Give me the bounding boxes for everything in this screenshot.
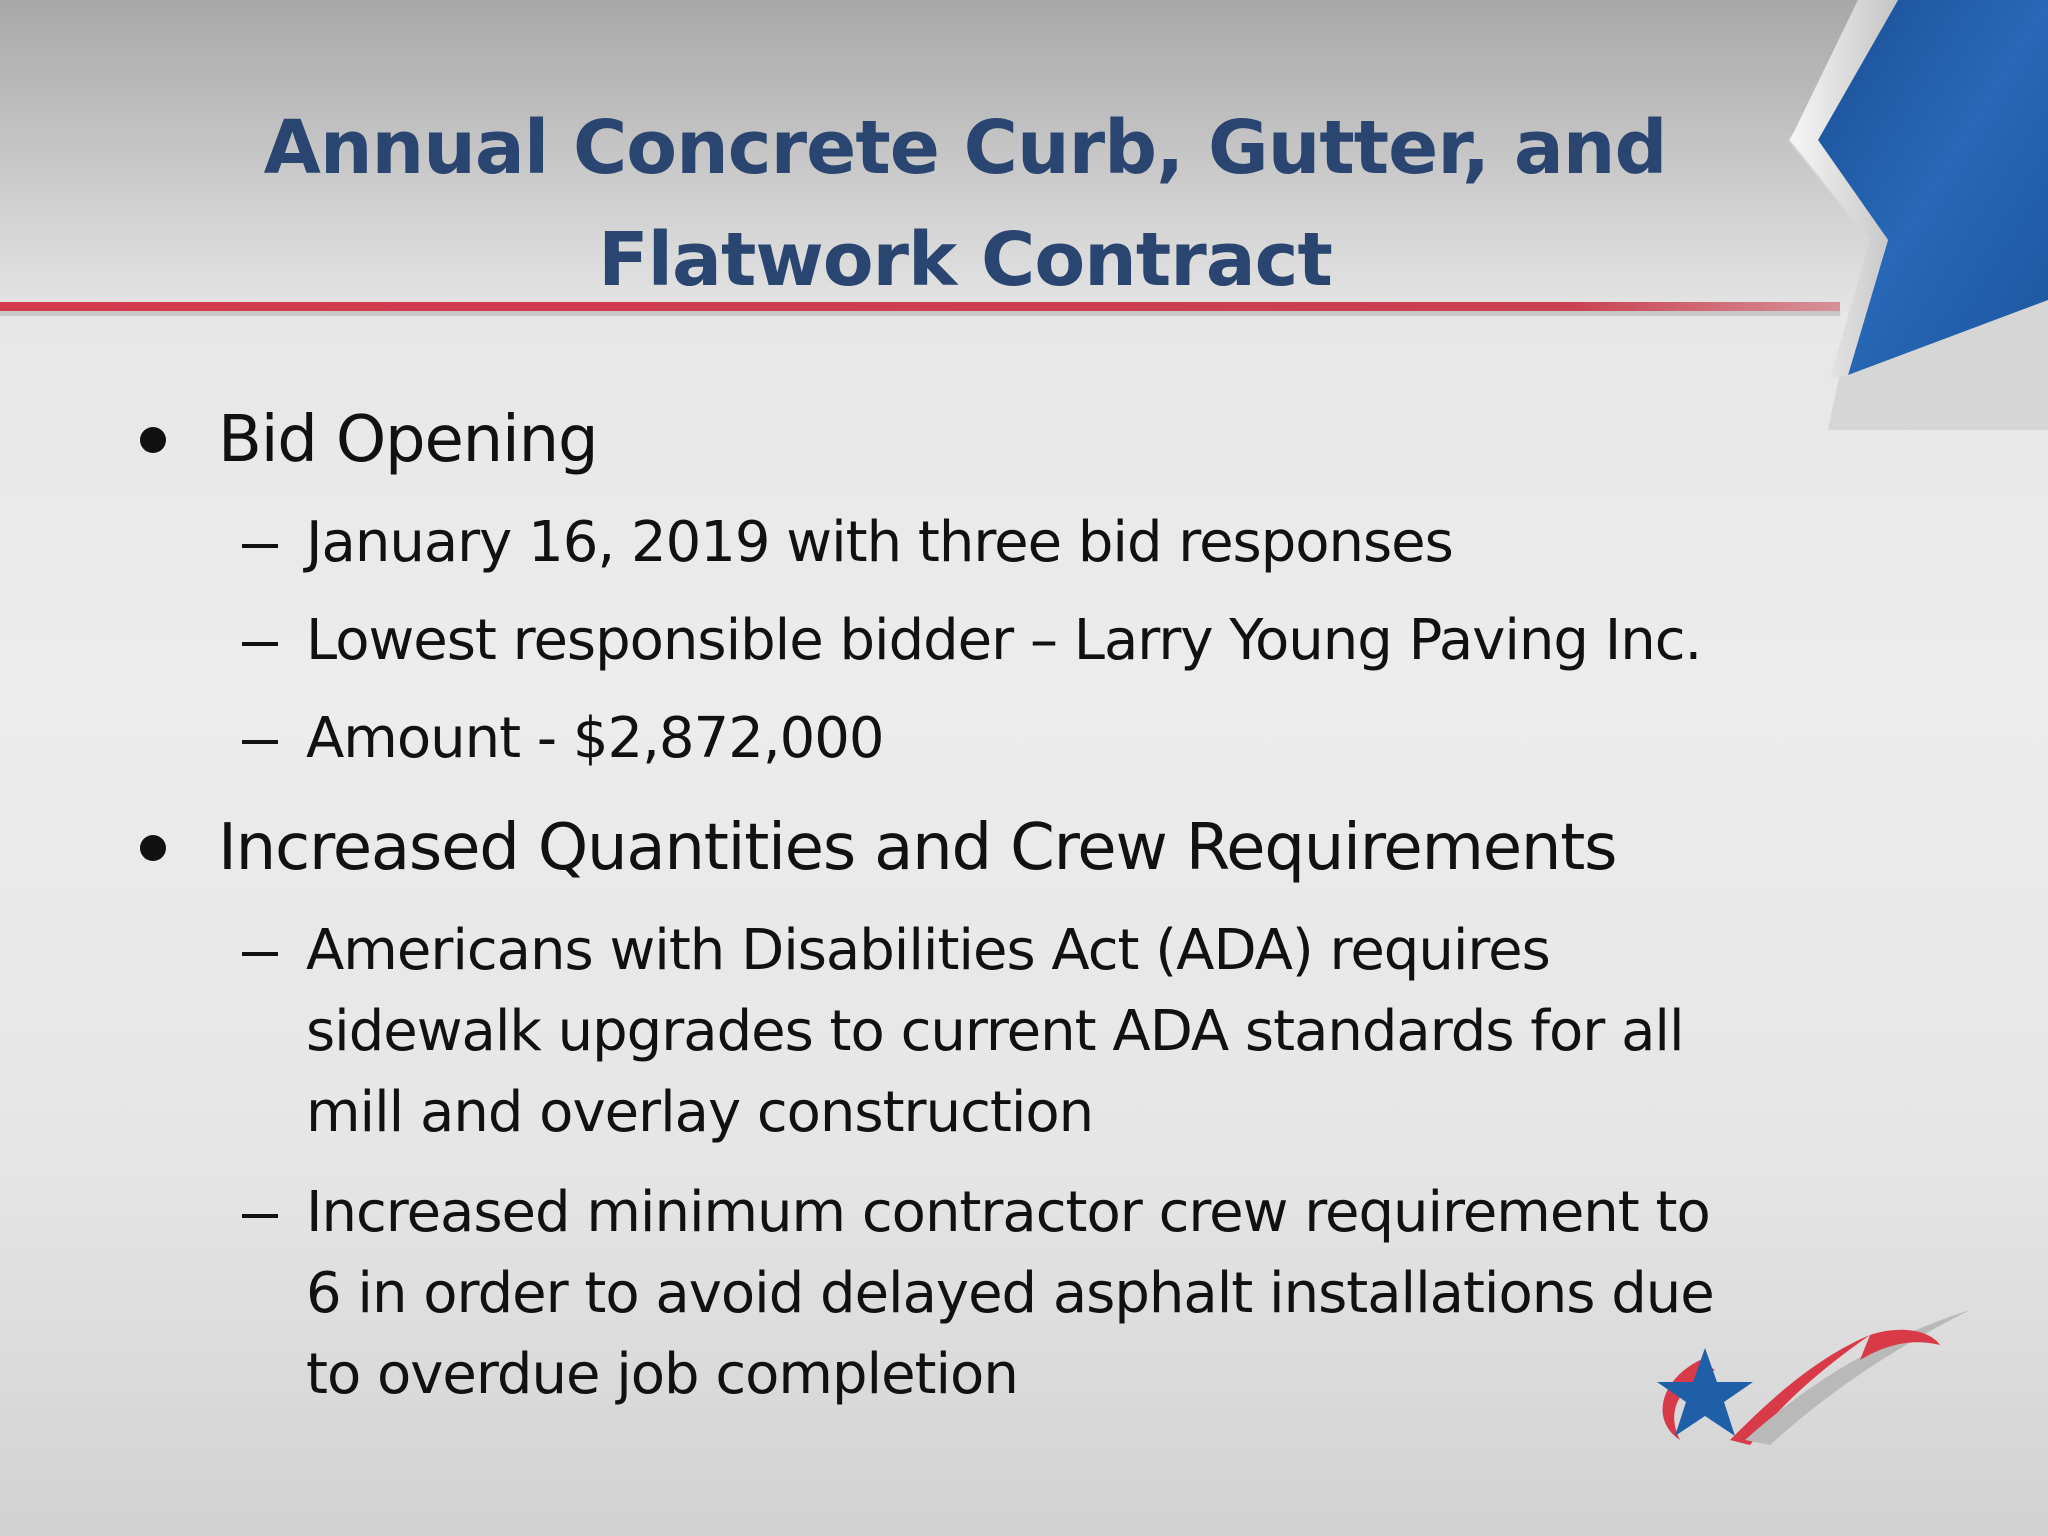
sub-dash [242, 740, 278, 744]
sub-dash [242, 544, 278, 548]
star-swoosh-logo-icon [1640, 1290, 1970, 1450]
sub-crew-line-3: to overdue job completion [306, 1342, 1018, 1407]
sub-crew-line-2: 6 in order to avoid delayed asphalt installations due [306, 1261, 1714, 1326]
sub-bid-date: January 16, 2019 with three bid responses [306, 510, 1453, 575]
bullet-increased-quantities: Increased Quantities and Crew Requirements [218, 811, 1617, 885]
sub-ada-line-3: mill and overlay construction [306, 1080, 1094, 1145]
sub-dash [242, 952, 278, 956]
sub-ada-line-1: Americans with Disabilities Act (ADA) requires [306, 918, 1550, 983]
sub-dash [242, 642, 278, 646]
slide-title: Annual Concrete Curb, Gutter, and Flatwork Contract [263, 105, 1667, 303]
sub-amount: Amount - $2,872,000 [306, 706, 884, 771]
bullet-bid-opening: Bid Opening [218, 403, 598, 477]
sub-ada-line-2: sidewalk upgrades to current ADA standards for all [306, 999, 1684, 1064]
sub-lowest-bidder: Lowest responsible bidder – Larry Young Paving Inc. [306, 608, 1702, 673]
sub-crew-line-1: Increased minimum contractor crew requirement to [306, 1180, 1710, 1245]
sub-dash [242, 1214, 278, 1218]
bullet-dot [140, 835, 166, 861]
bullet-dot [140, 427, 166, 453]
